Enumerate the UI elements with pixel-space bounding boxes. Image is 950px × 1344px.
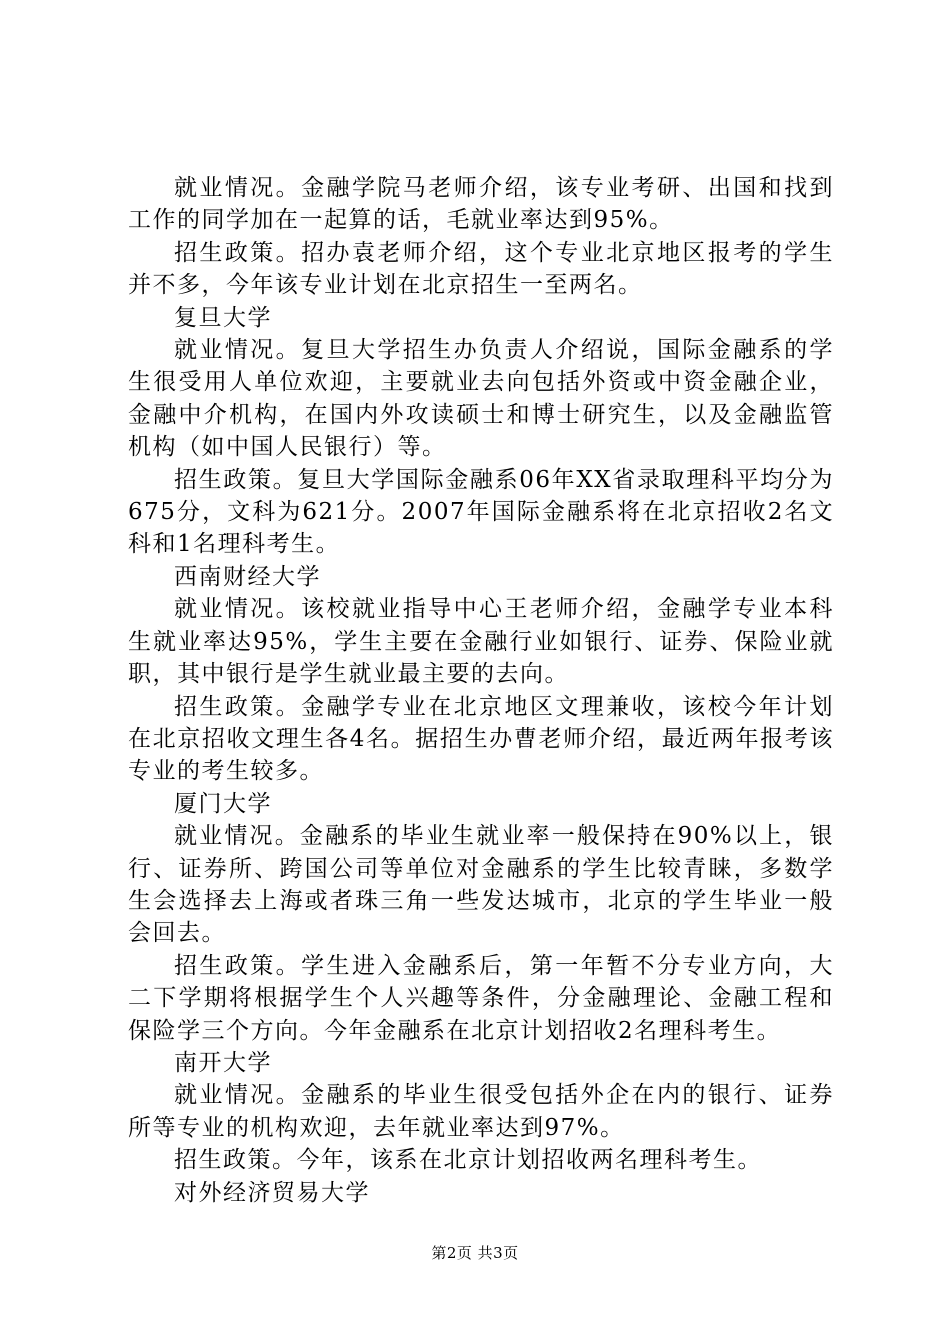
- paragraph: 就业情况。金融系的毕业生很受包括外企在内的银行、证券所等专业的机构欢迎，去年就业率达到97%。: [128, 1082, 834, 1141]
- section-heading: 南开大学: [174, 1049, 272, 1076]
- section-heading: 西南财经大学: [174, 563, 321, 590]
- document-body: [128, 172, 834, 1209]
- page-footer: 第2页 共3页: [431, 1244, 519, 1262]
- paragraph: 招生政策。招办袁老师介绍，这个专业北京地区报考的学生并不多，今年该专业计划在北京招生一至两名。: [128, 239, 834, 299]
- paragraph: 就业情况。复旦大学招生办负责人介绍说，国际金融系的学生很受用人单位欢迎，主要就业去向包括外资或中资金融企业，金融中介机构，在国内外攻读硕士和博士研究生，以及金融监管机构（如中国人民银行）等。: [128, 337, 834, 461]
- paragraph: 招生政策。复旦大学国际金融系06年XX省录取理科平均分为675分，文科为621分。2007年国际金融系将在北京招收2名文科和1名理科考生。: [128, 466, 834, 558]
- paragraph: 招生政策。学生进入金融系后，第一年暂不分专业方向，大二下学期将根据学生个人兴趣等条件，分金融理论、金融工程和保险学三个方向。今年金融系在北京计划招收2名理科考生。: [128, 952, 834, 1044]
- paragraph: 就业情况。金融学院马老师介绍，该专业考研、出国和找到工作的同学加在一起算的话，毛就业率达到95%。: [128, 175, 834, 234]
- section-heading: 复旦大学: [174, 304, 272, 331]
- paragraph: 招生政策。今年，该系在北京计划招收两名理科考生。: [174, 1147, 762, 1174]
- section-heading: 对外经济贸易大学: [174, 1179, 370, 1206]
- paragraph: 就业情况。金融系的毕业生就业率一般保持在90%以上，银行、证券所、跨国公司等单位对金融系的学生比较青睐，多数学生会选择去上海或者珠三角一些发达城市，北京的学生毕业一般会回去。: [128, 823, 834, 947]
- paragraph: 就业情况。该校就业指导中心王老师介绍，金融学专业本科生就业率达95%，学生主要在金融行业如银行、证券、保险业就职，其中银行是学生就业最主要的去向。: [128, 596, 834, 688]
- paragraph: 招生政策。金融学专业在北京地区文理兼收，该校今年计划在北京招收文理生各4名。据招生办曹老师介绍，最近两年报考该专业的考生较多。: [128, 693, 834, 785]
- section-heading: 厦门大学: [174, 790, 272, 817]
